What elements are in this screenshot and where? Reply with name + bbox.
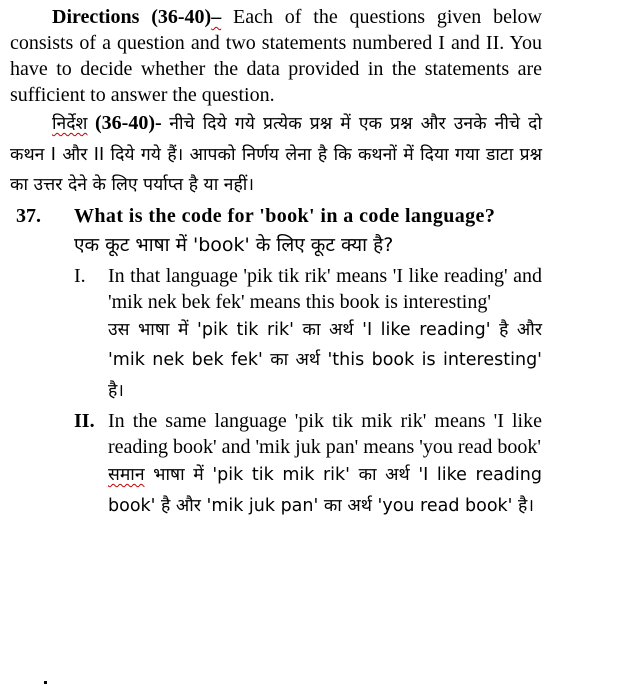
statement-text-en: In that language 'pik tik rik' means 'I like reading' and 'mik nek bek fek' means this book is interesting' (108, 264, 542, 313)
statement-1 (74, 263, 542, 407)
question-body (74, 203, 542, 522)
statement-body (108, 408, 542, 521)
statement-text-hi (108, 460, 542, 521)
statement-body (108, 263, 542, 407)
directions-english (10, 4, 542, 108)
statement-text-hi-word: समान (108, 465, 145, 485)
question-37 (10, 203, 542, 522)
statement-label: I. (74, 264, 86, 287)
statement-label: II. (74, 410, 95, 432)
directions-text-hi: नीचे दिये गये प्रत्येक प्रश्न में एक प्रश्न और उनके नीचे दो कथन I और II दिये गये हैं। आपको निर्णय लेना है कि कथनों में दिया गया डाटा प्रश्न का उत्तर देने के लिए पर्याप्त है या नहीं। (10, 114, 543, 195)
directions-text-en: Each of the questions given below consists of a question and two statements numbered I and II. You have to decide whether the data provided in the statements are sufficient to answer the question. (10, 6, 542, 106)
statement-text-hi: उस भाषा में 'pik tik rik' का अर्थ 'I like reading' है और 'mik nek bek fek' का अर्थ 'this book is interesting' है। (108, 319, 542, 401)
statement-2 (74, 408, 542, 521)
question-text-hi: एक कूट भाषा में 'book' के लिए कूट क्या है? (74, 233, 394, 256)
directions-label: Directions (36-40) (52, 6, 212, 28)
directions-hindi (10, 108, 542, 201)
directions-label-hi: निर्देश (52, 114, 88, 134)
question-text-en: What is the code for 'book' in a code language? (74, 204, 496, 227)
question-page (10, 4, 542, 521)
scan-mark (44, 681, 47, 684)
statement-text-hi-rest: भाषा में 'pik tik mik rik' का अर्थ 'I like reading book' है और 'mik juk pan' का अर्थ 'you read book' है। (108, 465, 542, 516)
question-number: 37. (16, 204, 41, 227)
directions-dash: – (211, 6, 222, 28)
statement-text-en: In the same language 'pik tik mik rik' means 'I like reading book' and 'mik juk pan' means 'you read book' (108, 410, 542, 458)
directions-range-hi: (36-40)- (87, 112, 170, 134)
